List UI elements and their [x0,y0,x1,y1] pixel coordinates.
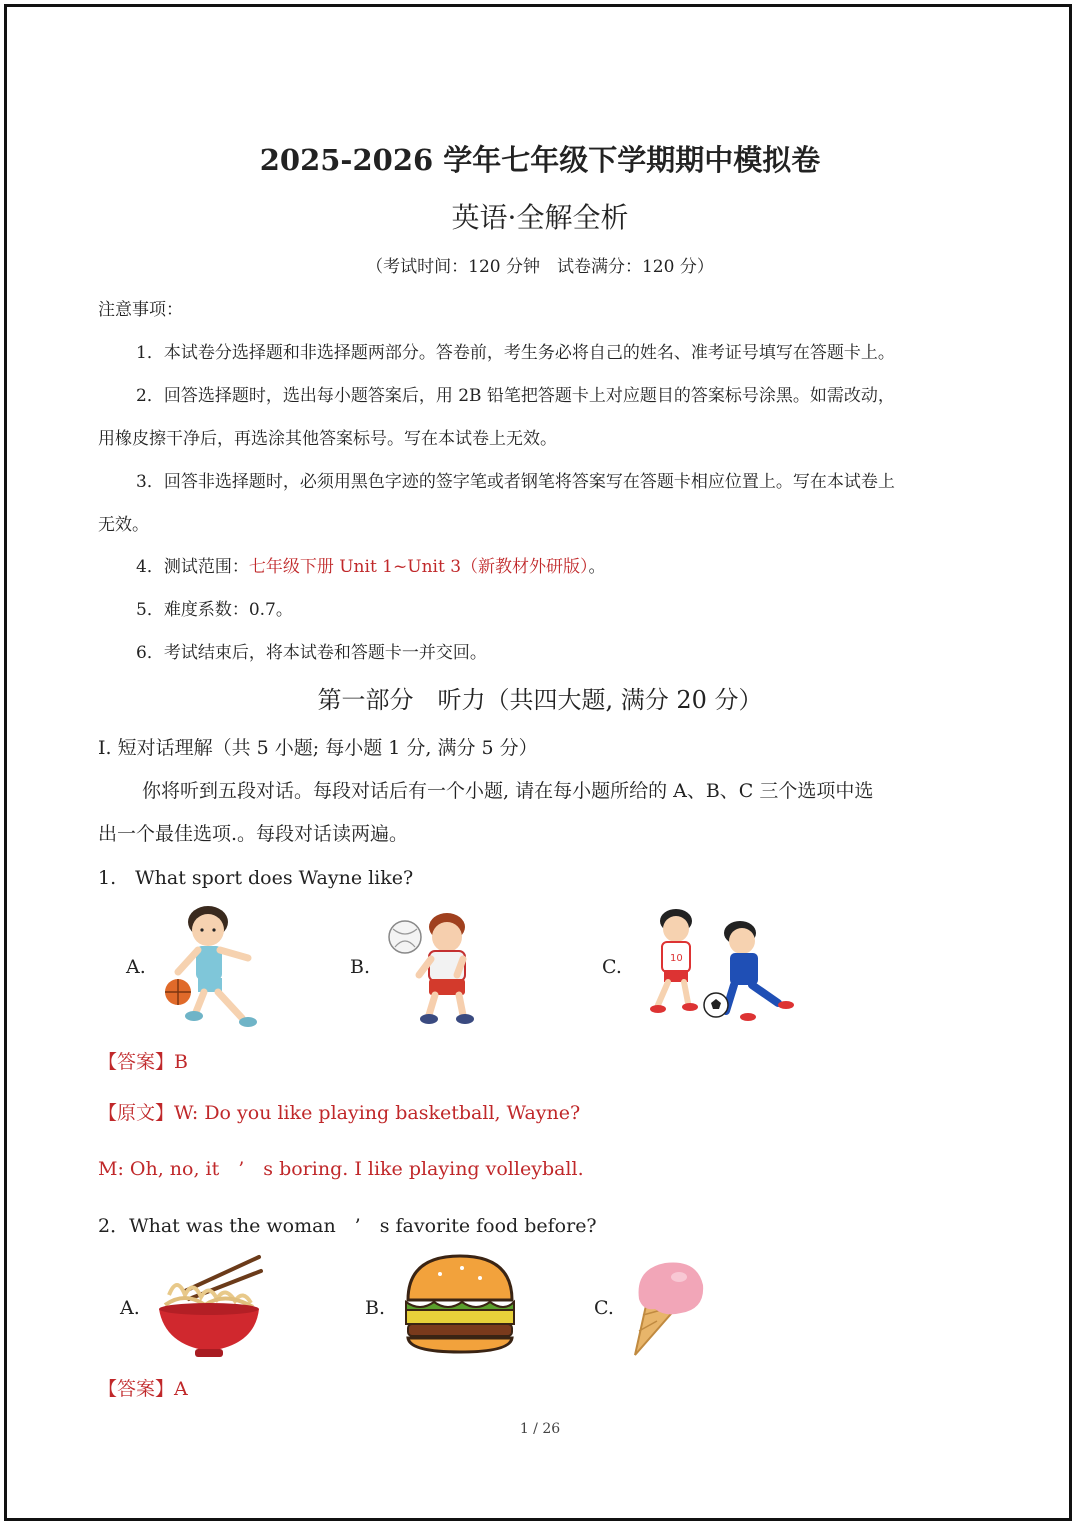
q2-option-b-label: B. [365,1297,386,1319]
page-number: 1 / 26 [519,1421,561,1437]
question-2-stem: 2．What was the woman ’ s favorite food before? [98,1215,597,1237]
note-item-4 [136,552,606,577]
page-subtitle: 英语·全解全析 [451,201,629,234]
test-range: 七年级下册 Unit 1~Unit 3（新教材外研版） [248,557,589,577]
note-item-5: 5．难度系数：0.7。 [136,600,293,620]
q1-option-b-label: B. [350,956,371,978]
q1-transcript-line2: M: Oh, no, it ’ s boring. I like playing volleyball. [98,1158,584,1180]
soccer-players-icon [648,905,798,1030]
part1-heading: 第一部分 听力（共四大题, 满分 20 分） [317,686,763,714]
note-item-4-suffix: 。 [588,557,606,577]
page-title: 2025-2026 学年七年级下学期期中模拟卷 [259,143,821,177]
note-item-2-line1: 2．回答选择题时，选出每小题答案后，用 2B 铅笔把答题卡上对应题目的答案标号涂黑。如需改动， [136,386,895,406]
instructions-line2: 出一个最佳选项.。每段对话读两遍。 [98,823,409,845]
note-item-3-line2: 无效。 [98,515,149,535]
q1-answer: 【答案】B [98,1051,188,1073]
noodles-bowl-icon [155,1255,265,1360]
q1-option-a-label: A. [126,956,146,978]
note-item-1: 1．本试卷分选择题和非选择题两部分。答卷前，考生务必将自己的姓名、准考证号填写在答题卡上。 [136,343,895,363]
q2-answer: 【答案】A [98,1378,188,1400]
q2-option-a-label: A. [120,1297,140,1319]
note-item-2-line2: 用橡皮擦干净后，再选涂其他答案标号。写在本试卷上无效。 [98,429,557,449]
q2-option-c-label: C. [594,1297,614,1319]
volleyball-player-icon [385,905,485,1030]
exam-info: （考试时间：120 分钟 试卷满分：120 分） [366,257,714,277]
section1-heading: I. 短对话理解（共 5 小题; 每小题 1 分, 满分 5 分） [98,737,538,759]
ice-cream-cone-icon [625,1255,710,1360]
q1-transcript-line1: 【原文】W: Do you like playing basketball, Wayne? [98,1102,581,1124]
note-item-4-prefix: 4．测试范围： [136,557,249,577]
basketball-player-icon [160,900,270,1030]
svg-text:10: 10 [670,953,683,964]
question-1-stem: 1. What sport does Wayne like? [98,867,414,889]
notes-heading: 注意事项： [98,300,183,320]
note-item-6: 6．考试结束后，将本试卷和答题卡一并交回。 [136,643,487,663]
instructions-line1: 你将听到五段对话。每段对话后有一个小题, 请在每小题所给的 A、B、C 三个选项中选 [142,780,874,802]
note-item-3-line1: 3．回答非选择题时，必须用黑色字迹的签字笔或者钢笔将答案写在答题卡相应位置上。写在本试卷上 [136,472,895,492]
hamburger-icon [400,1252,520,1357]
q1-option-c-label: C. [602,956,622,978]
